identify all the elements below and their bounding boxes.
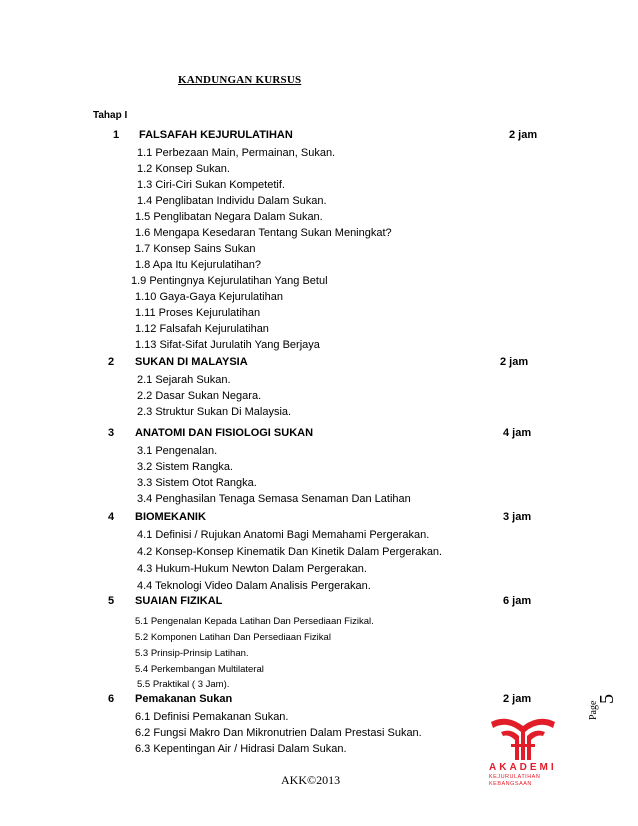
list-item: 4.1 Definisi / Rujukan Anatomi Bagi Memahami Pergerakan.	[137, 529, 430, 541]
academy-emblem-icon	[487, 716, 559, 762]
section-number: 3	[108, 427, 115, 439]
list-item: 2.1 Sejarah Sukan.	[137, 374, 231, 386]
logo-text-line2: KEJURULATIHAN	[489, 774, 541, 780]
list-item: 2.3 Struktur Sukan Di Malaysia.	[137, 406, 292, 418]
list-item: 4.4 Teknologi Video Dalam Analisis Pergerakan.	[137, 580, 371, 592]
section-number: 5	[108, 595, 115, 607]
list-item: 3.4 Penghasilan Tenaga Semasa Senaman Dan Latihan	[137, 493, 411, 505]
list-item: 1.10 Gaya-Gaya Kejurulatihan	[135, 291, 283, 303]
list-item: 3.3 Sistem Otot Rangka.	[137, 477, 257, 489]
section-title: SUKAN DI MALAYSIA	[135, 356, 248, 368]
section-hours: 2 jam	[509, 129, 538, 141]
list-item: 1.2 Konsep Sukan.	[137, 163, 230, 175]
page-number: 5	[596, 694, 618, 704]
section-hours: 2 jam	[503, 693, 532, 705]
page-number-marker	[586, 678, 616, 724]
list-item: 4.2 Konsep-Konsep Kinematik Dan Kinetik Dalam Pergerakan.	[137, 546, 443, 558]
list-item: 2.2 Dasar Sukan Negara.	[137, 390, 262, 402]
level-label: Tahap I	[93, 110, 128, 121]
page-title: KANDUNGAN KURSUS	[178, 74, 302, 86]
list-item: 6.1 Definisi Pemakanan Sukan.	[135, 711, 289, 723]
section-hours: 6 jam	[503, 595, 532, 607]
academy-logo	[487, 716, 559, 796]
list-item: 6.2 Fungsi Makro Dan Mikronutrien Dalam Prestasi Sukan.	[135, 727, 422, 739]
section-hours: 2 jam	[500, 356, 529, 368]
section-number: 1	[113, 129, 120, 141]
list-item: 4.3 Hukum-Hukum Newton Dalam Pergerakan.	[137, 563, 367, 575]
section-number: 6	[108, 693, 115, 705]
list-item: 3.2 Sistem Rangka.	[137, 461, 233, 473]
list-item: 1.9 Pentingnya Kejurulatihan Yang Betul	[131, 275, 328, 287]
section-hours: 3 jam	[503, 511, 532, 523]
logo-text-line3: KEBANGSAAN	[489, 781, 532, 787]
section-title: ANATOMI DAN FISIOLOGI SUKAN	[135, 427, 314, 439]
list-item: 1.3 Ciri-Ciri Sukan Kompetetif.	[137, 179, 285, 191]
list-item: 1.7 Konsep Sains Sukan	[135, 243, 256, 255]
page-label: Page	[588, 700, 599, 720]
list-item: 1.13 Sifat-Sifat Jurulatih Yang Berjaya	[135, 339, 320, 351]
list-item: 5.2 Komponen Latihan Dan Persediaan Fizikal	[135, 632, 331, 643]
list-item: 1.4 Penglibatan Individu Dalam Sukan.	[137, 195, 327, 207]
section-number: 2	[108, 356, 115, 368]
list-item: 3.1 Pengenalan.	[137, 445, 218, 457]
section-title: FALSAFAH KEJURULATIHAN	[139, 129, 293, 141]
list-item: 5.1 Pengenalan Kepada Latihan Dan Persediaan Fizikal.	[135, 616, 374, 627]
list-item: 1.8 Apa Itu Kejurulatihan?	[135, 259, 261, 271]
list-item: 1.12 Falsafah Kejurulatihan	[135, 323, 269, 335]
list-item: 1.5 Penglibatan Negara Dalam Sukan.	[135, 211, 323, 223]
logo-text-line1: AKADEMI	[489, 762, 557, 773]
section-title: SUAIAN FIZIKAL	[135, 595, 223, 607]
list-item: 5.3 Prinsip-Prinsip Latihan.	[135, 648, 249, 659]
list-item: 5.4 Perkembangan Multilateral	[135, 664, 264, 675]
list-item: 1.6 Mengapa Kesedaran Tentang Sukan Meningkat?	[135, 227, 392, 239]
section-hours: 4 jam	[503, 427, 532, 439]
list-item: 5.5 Praktikal ( 3 Jam).	[137, 679, 230, 690]
list-item: 1.1 Perbezaan Main, Permainan, Sukan.	[137, 147, 336, 159]
footer-copyright: AKK©2013	[281, 773, 341, 787]
list-item: 6.3 Kepentingan Air / Hidrasi Dalam Sukan.	[135, 743, 347, 755]
list-item: 1.11 Proses Kejurulatihan	[135, 307, 261, 319]
section-title: Pemakanan Sukan	[135, 693, 233, 705]
section-title: BIOMEKANIK	[135, 511, 206, 523]
section-number: 4	[108, 511, 115, 523]
